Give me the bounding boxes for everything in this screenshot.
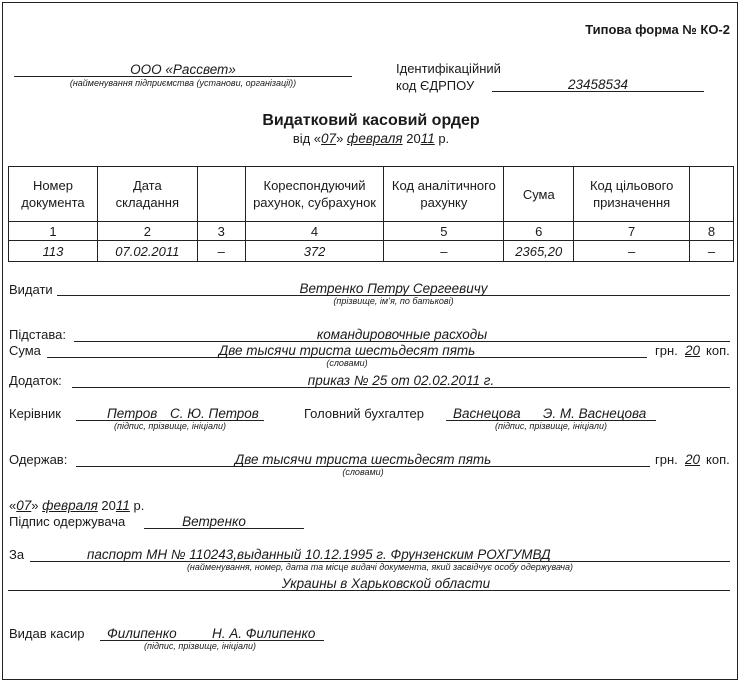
form-type: Типова форма № КО-2 xyxy=(585,22,730,37)
head-name: С. Ю. Петров xyxy=(170,406,259,421)
amount-uah-label: грн. xyxy=(655,343,678,358)
amount-kop-value: 20 xyxy=(685,343,701,358)
received-label: Одержав: xyxy=(9,452,68,467)
recipient-sign-label: Підпис одержувача xyxy=(9,514,126,529)
edrpou-label-line1: Ідентифікаційний xyxy=(396,61,501,76)
cashier-label: Видав касир xyxy=(9,626,85,641)
accountant-signature: Васнецова xyxy=(453,406,521,421)
amount-caption: (словами) xyxy=(326,358,368,368)
col-number: 4 xyxy=(245,222,384,241)
receipt-date: «07» февраля 2011 р. xyxy=(9,498,145,513)
received-kop-label: коп. xyxy=(706,452,730,467)
col-number: 6 xyxy=(504,222,574,241)
order-table xyxy=(8,166,734,262)
cashier-signature: Филипенко xyxy=(107,626,177,641)
value-corr-account: 372 xyxy=(245,241,384,262)
header-col8 xyxy=(690,167,734,222)
header-sum: Сума xyxy=(504,167,574,222)
head-caption: (підпис, прізвище, ініціали) xyxy=(114,421,226,431)
value-col8: – xyxy=(690,241,734,262)
value-sum: 2365,20 xyxy=(504,241,574,262)
header-date: Дата складання xyxy=(97,167,197,222)
basis-label: Підстава: xyxy=(9,327,66,342)
received-kop-value: 20 xyxy=(685,452,701,467)
value-col3: – xyxy=(197,241,245,262)
accountant-caption: (підпис, прізвище, ініціали) xyxy=(495,421,607,431)
col-number: 2 xyxy=(97,222,197,241)
document-date: від «07» февраля 2011 р. xyxy=(292,131,450,146)
document-label: За xyxy=(9,547,25,562)
header-purpose-code: Код цільового призначення xyxy=(574,167,690,222)
header-analytic-code: Код аналітичного рахунку xyxy=(384,167,504,222)
col-number: 1 xyxy=(9,222,98,241)
received-caption: (словами) xyxy=(342,467,384,477)
issue-to-label: Видати xyxy=(9,282,53,297)
organization-name: ООО «Рассвет» xyxy=(130,62,236,77)
cashier-caption: (підпис, прізвище, ініціали) xyxy=(144,641,256,651)
received-value: Две тысячи триста шестьдесят пять xyxy=(234,452,492,467)
edrpou-label-line2: код ЄДРПОУ xyxy=(396,78,475,93)
received-uah-label: грн. xyxy=(655,452,678,467)
document-value: паспорт МН № 110243,выданный 10.12.1995 г. Фрунзенским РОХГУМВД xyxy=(87,547,551,562)
recipient-sign-value: Ветренко xyxy=(182,514,246,529)
header-doc-number: Номер документа xyxy=(9,167,98,222)
value-doc-number: 113 xyxy=(9,241,98,262)
basis-value: командировочные расходы xyxy=(316,327,488,342)
accountant-name: Э. М. Васнецова xyxy=(543,406,647,421)
amount-label: Сума xyxy=(9,343,41,358)
organization-caption: (найменування підприємства (установи, організації)) xyxy=(69,78,297,88)
cashier-name: Н. А. Филипенко xyxy=(212,626,316,641)
value-purpose-code: – xyxy=(574,241,690,262)
col-number: 5 xyxy=(384,222,504,241)
attachment-value: приказ № 25 от 02.02.2011 г. xyxy=(307,373,495,388)
document-title: Видатковий касовий ордер xyxy=(262,112,480,129)
issue-to-caption: (прізвище, ім’я, по батькові) xyxy=(333,296,454,306)
accountant-label: Головний бухгалтер xyxy=(304,406,424,421)
head-label: Керівник xyxy=(9,406,61,421)
attachment-label: Додаток: xyxy=(9,373,62,388)
issue-to-value: Ветренко Петру Сергеевичу xyxy=(299,281,488,296)
amount-value: Две тысячи триста шестьдесят пять xyxy=(218,343,476,358)
value-analytic-code: – xyxy=(384,241,504,262)
value-date: 07.02.2011 xyxy=(97,241,197,262)
header-col3 xyxy=(197,167,245,222)
document-caption: (найменування, номер, дата та місце видачі документа, який засвідчує особу одержувача) xyxy=(186,562,574,572)
header-corr-account: Кореспондуючий рахунок, субрахунок xyxy=(245,167,384,222)
col-number: 7 xyxy=(574,222,690,241)
amount-kop-label: коп. xyxy=(706,343,730,358)
edrpou-value: 23458534 xyxy=(567,77,629,92)
document-value-line2: Украины в Харьковской области xyxy=(281,576,491,591)
col-number: 8 xyxy=(690,222,734,241)
col-number: 3 xyxy=(197,222,245,241)
head-signature: Петров xyxy=(107,406,158,421)
